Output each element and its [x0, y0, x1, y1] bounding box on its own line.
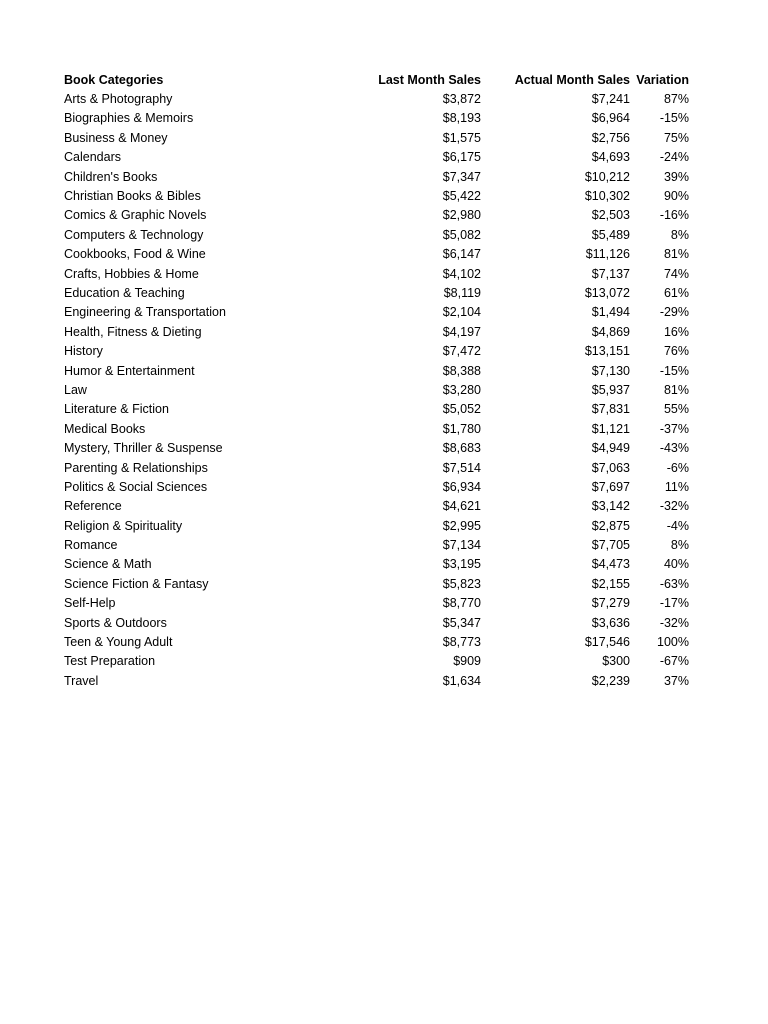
cell-variation: -29% [659, 305, 689, 320]
cell-actual-month-sales: $7,241 [591, 92, 630, 107]
cell-category: Humor & Entertainment [64, 363, 195, 378]
table-row [64, 555, 694, 574]
table-row [64, 303, 694, 322]
cell-category: Biographies & Memoirs [64, 111, 194, 126]
cell-category: Engineering & Transportation [64, 305, 226, 320]
cell-actual-month-sales: $7,831 [591, 402, 630, 417]
cell-variation: 81% [663, 247, 689, 262]
header-book-categories: Book Categories [64, 72, 164, 87]
table-row [64, 128, 694, 147]
cell-variation: 37% [663, 673, 689, 688]
cell-category: Reference [64, 499, 122, 514]
cell-actual-month-sales: $3,142 [591, 499, 630, 514]
cell-last-month-sales: $6,147 [442, 247, 481, 262]
cell-category: Comics & Graphic Novels [64, 208, 207, 223]
cell-last-month-sales: $1,634 [442, 673, 481, 688]
cell-actual-month-sales: $4,473 [591, 557, 630, 572]
cell-actual-month-sales: $3,636 [591, 615, 630, 630]
table-row [64, 361, 694, 380]
cell-category: Christian Books & Bibles [64, 189, 201, 204]
cell-last-month-sales: $1,780 [442, 421, 481, 436]
cell-actual-month-sales: $10,212 [584, 169, 630, 184]
cell-variation: -24% [659, 150, 689, 165]
table-row [64, 516, 694, 535]
cell-last-month-sales: $8,119 [443, 285, 481, 300]
cell-last-month-sales: $909 [453, 654, 481, 669]
cell-category: Politics & Social Sciences [64, 479, 208, 494]
cell-variation: 100% [657, 635, 689, 650]
cell-actual-month-sales: $11,126 [585, 247, 630, 262]
table-row [64, 419, 694, 438]
table-row [64, 574, 694, 593]
cell-actual-month-sales: $7,137 [591, 266, 630, 281]
cell-variation: 39% [663, 169, 689, 184]
table-row [64, 613, 694, 632]
cell-category: Health, Fitness & Dieting [64, 324, 202, 339]
cell-actual-month-sales: $1,121 [591, 421, 630, 436]
cell-actual-month-sales: $7,063 [591, 460, 630, 475]
cell-variation: 8% [670, 227, 689, 242]
cell-category: Sports & Outdoors [64, 615, 167, 630]
table-row [64, 89, 694, 108]
cell-category: Medical Books [64, 421, 146, 436]
cell-variation: -17% [659, 596, 689, 611]
cell-last-month-sales: $8,193 [442, 111, 481, 126]
cell-variation: -63% [659, 576, 689, 591]
table-row [64, 109, 694, 128]
cell-category: Science Fiction & Fantasy [64, 576, 209, 591]
cell-variation: 74% [663, 266, 689, 281]
table-row [64, 438, 694, 457]
cell-last-month-sales: $5,052 [442, 402, 481, 417]
cell-variation: 16% [663, 324, 689, 339]
cell-category: Travel [64, 673, 99, 688]
cell-variation: 81% [663, 382, 689, 397]
cell-last-month-sales: $5,422 [442, 189, 481, 204]
cell-category: Science & Math [64, 557, 152, 572]
header-last-month-sales: Last Month Sales [378, 72, 481, 87]
table-row [64, 225, 694, 244]
table-row [64, 380, 694, 399]
table-row [64, 341, 694, 360]
table-body [64, 89, 694, 690]
cell-actual-month-sales: $7,130 [591, 363, 630, 378]
cell-last-month-sales: $3,280 [442, 382, 481, 397]
cell-last-month-sales: $7,134 [442, 538, 481, 553]
cell-actual-month-sales: $300 [602, 654, 630, 669]
cell-actual-month-sales: $6,964 [591, 111, 630, 126]
cell-variation: 55% [663, 402, 689, 417]
cell-actual-month-sales: $13,072 [584, 285, 630, 300]
cell-last-month-sales: $5,347 [442, 615, 481, 630]
cell-category: Self-Help [64, 596, 116, 611]
cell-last-month-sales: $2,104 [442, 305, 481, 320]
cell-last-month-sales: $3,872 [442, 92, 481, 107]
cell-actual-month-sales: $5,937 [591, 382, 630, 397]
cell-last-month-sales: $2,995 [442, 518, 481, 533]
table-header-row [64, 70, 694, 89]
cell-category: Calendars [64, 150, 121, 165]
cell-last-month-sales: $7,347 [442, 169, 481, 184]
cell-last-month-sales: $7,514 [442, 460, 481, 475]
table-row [64, 632, 694, 651]
cell-variation: 87% [663, 92, 689, 107]
cell-actual-month-sales: $17,546 [584, 635, 630, 650]
cell-last-month-sales: $6,175 [442, 150, 481, 165]
cell-category: Law [64, 382, 87, 397]
cell-variation: 11% [664, 479, 689, 494]
cell-last-month-sales: $8,683 [442, 441, 481, 456]
table-row [64, 148, 694, 167]
cell-last-month-sales: $6,934 [442, 479, 481, 494]
cell-last-month-sales: $4,102 [442, 266, 481, 281]
cell-variation: -4% [666, 518, 689, 533]
table-row [64, 167, 694, 186]
table-row [64, 477, 694, 496]
cell-last-month-sales: $8,388 [442, 363, 481, 378]
cell-actual-month-sales: $10,302 [584, 189, 630, 204]
table-row [64, 264, 694, 283]
cell-actual-month-sales: $4,693 [591, 150, 630, 165]
cell-actual-month-sales: $1,494 [591, 305, 630, 320]
cell-actual-month-sales: $2,155 [591, 576, 630, 591]
cell-category: Literature & Fiction [64, 402, 169, 417]
table-row [64, 458, 694, 477]
cell-actual-month-sales: $4,869 [591, 324, 630, 339]
cell-variation: -15% [659, 111, 689, 126]
cell-actual-month-sales: $2,503 [591, 208, 630, 223]
table-row [64, 245, 694, 264]
cell-last-month-sales: $8,770 [442, 596, 481, 611]
cell-last-month-sales: $4,621 [442, 499, 481, 514]
cell-variation: 75% [663, 130, 689, 145]
cell-category: Test Preparation [64, 654, 156, 669]
cell-category: History [64, 344, 103, 359]
cell-variation: 40% [663, 557, 689, 572]
cell-last-month-sales: $3,195 [442, 557, 481, 572]
cell-last-month-sales: $5,082 [442, 227, 481, 242]
cell-category: Mystery, Thriller & Suspense [64, 441, 223, 456]
cell-actual-month-sales: $2,875 [591, 518, 630, 533]
cell-category: Religion & Spirituality [64, 518, 183, 533]
table-row [64, 535, 694, 554]
cell-variation: 61% [663, 285, 689, 300]
cell-category: Teen & Young Adult [64, 635, 173, 650]
cell-actual-month-sales: $5,489 [591, 227, 630, 242]
cell-actual-month-sales: $7,705 [591, 538, 630, 553]
table-row [64, 497, 694, 516]
cell-variation: -37% [659, 421, 689, 436]
cell-variation: -32% [659, 615, 689, 630]
cell-actual-month-sales: $4,949 [591, 441, 630, 456]
cell-category: Children's Books [64, 169, 158, 184]
cell-variation: 76% [663, 344, 689, 359]
cell-actual-month-sales: $2,239 [591, 673, 630, 688]
cell-category: Romance [64, 538, 118, 553]
cell-variation: -32% [659, 499, 689, 514]
cell-last-month-sales: $4,197 [442, 324, 481, 339]
cell-category: Business & Money [64, 130, 168, 145]
cell-category: Parenting & Relationships [64, 460, 208, 475]
cell-actual-month-sales: $7,697 [591, 479, 630, 494]
cell-last-month-sales: $5,823 [442, 576, 481, 591]
cell-variation: -16% [659, 208, 689, 223]
table-row [64, 594, 694, 613]
cell-category: Education & Teaching [64, 285, 185, 300]
table-row [64, 283, 694, 302]
cell-variation: 90% [663, 189, 689, 204]
cell-last-month-sales: $8,773 [442, 635, 481, 650]
cell-variation: -43% [659, 441, 689, 456]
sales-table [64, 70, 694, 691]
header-actual-month-sales: Actual Month Sales [514, 72, 630, 87]
cell-variation: -6% [666, 460, 689, 475]
cell-variation: -15% [659, 363, 689, 378]
cell-actual-month-sales: $13,151 [584, 344, 630, 359]
cell-category: Computers & Technology [64, 227, 204, 242]
header-variation: Variation [636, 72, 689, 87]
cell-category: Cookbooks, Food & Wine [64, 247, 206, 262]
table-row [64, 322, 694, 341]
cell-variation: -67% [659, 654, 689, 669]
cell-actual-month-sales: $2,756 [591, 130, 630, 145]
cell-last-month-sales: $1,575 [442, 130, 481, 145]
table-row [64, 671, 694, 690]
table-row [64, 186, 694, 205]
cell-last-month-sales: $7,472 [442, 344, 481, 359]
cell-category: Crafts, Hobbies & Home [64, 266, 199, 281]
table-row [64, 652, 694, 671]
table-row [64, 400, 694, 419]
cell-variation: 8% [670, 538, 689, 553]
cell-last-month-sales: $2,980 [442, 208, 481, 223]
cell-actual-month-sales: $7,279 [591, 596, 630, 611]
cell-category: Arts & Photography [64, 92, 173, 107]
table-row [64, 206, 694, 225]
